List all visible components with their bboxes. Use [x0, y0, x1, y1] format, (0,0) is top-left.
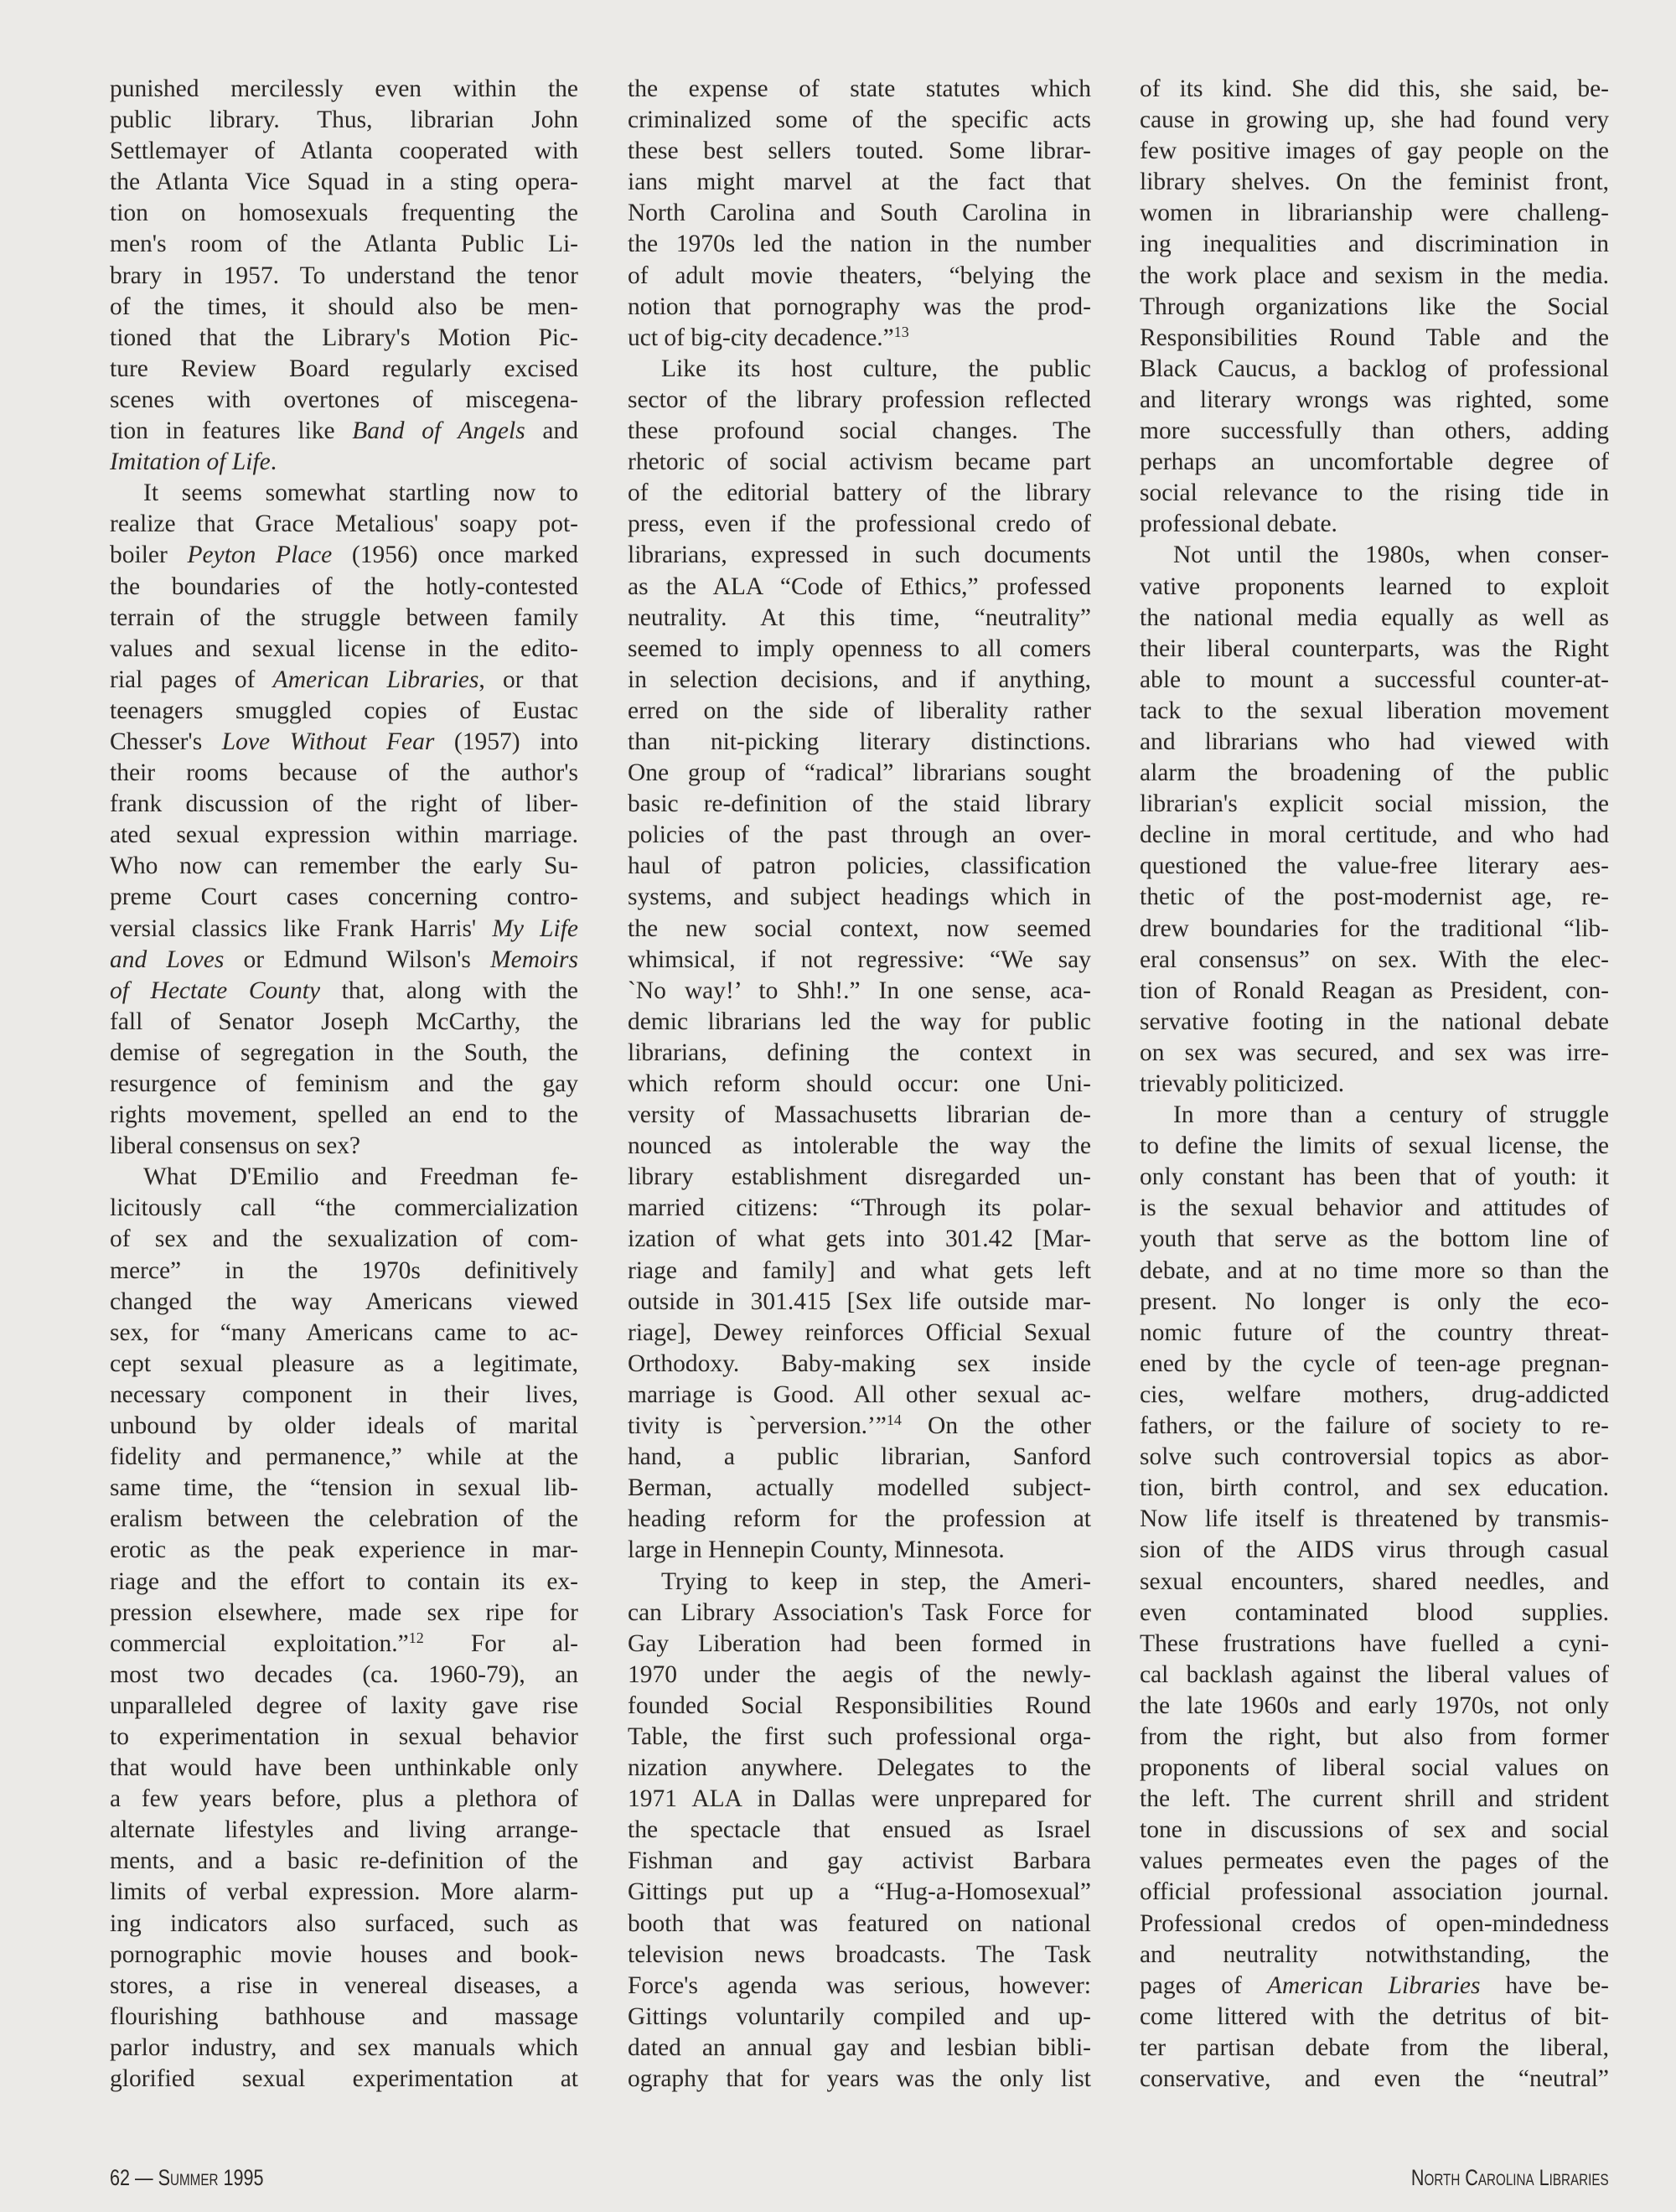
- text-line: the late 1960s and early 1970s, not only: [1140, 1691, 1609, 1719]
- text-line: 1970 under the aegis of the newly-: [628, 1660, 1091, 1688]
- text-line: ter partisan debate from the liberal,: [1140, 2033, 1609, 2061]
- text-line: nomic future of the country threat-: [1140, 1318, 1609, 1346]
- text-line: as the ALA “Code of Ethics,” professed: [628, 572, 1091, 600]
- text-line: terrain of the struggle between family: [110, 604, 578, 631]
- text-line: tion in features like Band of Angels and: [110, 417, 578, 445]
- text-line: necessary component in their lives,: [110, 1381, 578, 1408]
- text-line: Gittings voluntarily compiled and up-: [628, 2002, 1091, 2030]
- italic-title: Love Without Fear: [221, 728, 435, 755]
- italic-title: and Loves: [110, 945, 225, 973]
- text-line: Gay Liberation had been formed in: [628, 1629, 1091, 1657]
- text-line: Settlemayer of Atlanta cooperated with: [110, 137, 578, 165]
- text-line: fathers, or the failure of society to re-: [1140, 1412, 1609, 1440]
- text-line: punished mercilessly even within the: [110, 75, 578, 102]
- text-line: from the right, but also from former: [1140, 1722, 1609, 1750]
- text-line: and neutrality notwithstanding, the: [1140, 1940, 1609, 1968]
- text-line: Trying to keep in step, the Ameri-: [661, 1567, 1091, 1595]
- text-line: is the sexual behavior and attitudes of: [1140, 1194, 1609, 1222]
- text-line: One group of “radical” librarians sought: [628, 759, 1091, 787]
- text-line: librarian's explicit social mission, the: [1140, 790, 1609, 818]
- text-line: official professional association journal.: [1140, 1878, 1609, 1906]
- text-line: values permeates even the pages of the: [1140, 1847, 1609, 1875]
- text-line: television news broadcasts. The Task: [628, 1940, 1091, 1968]
- text-line: ing inequalities and discrimination in: [1140, 231, 1609, 258]
- italic-title: American Libraries: [272, 666, 479, 693]
- text-line: stores, a rise in venereal diseases, a: [110, 1971, 578, 1999]
- text-line: versial classics like Frank Harris' My Life: [110, 914, 579, 942]
- text-line: cept sexual pleasure as a legitimate,: [110, 1349, 578, 1377]
- text-line: Orthodoxy. Baby-making sex inside: [628, 1349, 1091, 1377]
- text-line: the Atlanta Vice Squad in a sting opera-: [110, 168, 578, 196]
- text-line: tioned that the Library's Motion Pic-: [110, 324, 578, 351]
- text-line: sector of the library profession reflected: [628, 386, 1091, 413]
- text-line: most two decades (ca. 1960-79), an: [110, 1660, 578, 1688]
- text-line: cal backlash against the liberal values of: [1140, 1660, 1609, 1688]
- column-1: [110, 74, 578, 2095]
- text-line: brary in 1957. To understand the tenor: [110, 262, 578, 289]
- text-line: riage], Dewey reinforces Official Sexual: [628, 1318, 1091, 1346]
- text-line: tion of Ronald Reagan as President, con-: [1140, 976, 1609, 1004]
- text-line: Responsibilities Round Table and the: [1140, 324, 1609, 351]
- text-line: alternate lifestyles and living arrange-: [110, 1816, 578, 1844]
- text-line: erotic as the peak experience in mar-: [110, 1536, 578, 1564]
- text-line: and librarians who had viewed with: [1140, 728, 1609, 755]
- text-line: frank discussion of the right of liber-: [110, 790, 578, 818]
- text-line: Gittings put up a “Hug-a-Homosexual”: [628, 1878, 1091, 1906]
- text-line: ing indicators also surfaced, such as: [110, 1909, 578, 1937]
- text-line: of adult movie theaters, “belying the: [628, 262, 1091, 289]
- text-line: Not until the 1980s, when conser-: [1173, 541, 1609, 569]
- text-line: vative proponents learned to exploit: [1140, 572, 1609, 600]
- text-line: conservative, and even the “neutral”: [1140, 2065, 1609, 2092]
- text-line: outside in 301.415 [Sex life outside mar-: [628, 1287, 1091, 1315]
- text-line: 1971 ALA in Dallas were unprepared for: [628, 1785, 1091, 1813]
- column-2: [628, 74, 1091, 2095]
- text-line: the left. The current shrill and strident: [1140, 1785, 1609, 1813]
- text-line: notion that pornography was the prod-: [628, 293, 1091, 320]
- text-line: more successfully than others, adding: [1140, 417, 1609, 445]
- text-line: Who now can remember the early Su-: [110, 852, 578, 880]
- text-line: proponents of liberal social values on: [1140, 1754, 1609, 1782]
- text-line: nization anywhere. Delegates to the: [628, 1754, 1091, 1782]
- text-line: the work place and sexism in the media.: [1140, 262, 1609, 289]
- text-line: the spectacle that ensued as Israel: [628, 1816, 1091, 1844]
- text-line: their rooms because of the author's: [110, 759, 578, 787]
- text-line: preme Court cases concerning contro-: [110, 883, 578, 911]
- italic-title: Peyton Place: [187, 541, 333, 569]
- text-line: Berman, actually modelled subject-: [628, 1474, 1091, 1502]
- text-line: demic librarians led the way for public: [628, 1008, 1091, 1035]
- text-line: flourishing bathhouse and massage: [110, 2002, 578, 2030]
- text-line: of sex and the sexualization of com-: [110, 1225, 578, 1253]
- text-line: Chesser's Love Without Fear (1957) into: [110, 728, 578, 755]
- text-line: ography that for years was the only list: [628, 2065, 1091, 2092]
- text-line: ture Review Board regularly excised: [110, 355, 578, 382]
- text-line: which reform should occur: one Uni-: [628, 1070, 1091, 1097]
- text-line: ians might marvel at the fact that: [628, 168, 1091, 196]
- text-line: whimsical, if not regressive: “We say: [628, 945, 1091, 973]
- text-line: rights movement, spelled an end to the: [110, 1101, 578, 1129]
- text-line: resurgence of feminism and the gay: [110, 1070, 578, 1097]
- text-line: heading reform for the profession at: [628, 1505, 1091, 1533]
- text-line: pression elsewhere, made sex ripe for: [110, 1598, 578, 1626]
- text-line: changed the way Americans viewed: [110, 1287, 578, 1315]
- text-line: merce” in the 1970s definitively: [110, 1256, 578, 1284]
- text-line: questioned the value-free literary aes-: [1140, 852, 1609, 880]
- text-line: servative footing in the national debate: [1140, 1008, 1609, 1035]
- text-line: haul of patron policies, classification: [628, 852, 1091, 880]
- text-line: criminalized some of the specific acts: [628, 106, 1091, 134]
- text-line: riage and family] and what gets left: [628, 1256, 1091, 1284]
- text-line: Imitation of Life.: [110, 448, 277, 476]
- text-line: thetic of the post-modernist age, re-: [1140, 883, 1609, 911]
- text-line: librarians, defining the context in: [628, 1039, 1091, 1066]
- text-line: unparalleled degree of laxity gave rise: [110, 1691, 578, 1719]
- footer-publication-title: North Carolina Libraries: [1411, 2165, 1609, 2190]
- text-line: Fishman and gay activist Barbara: [628, 1847, 1091, 1875]
- footnote-ref: 14: [886, 1412, 902, 1429]
- text-line: licitously call “the commercialization: [110, 1194, 578, 1222]
- text-line: founded Social Responsibilities Round: [628, 1691, 1091, 1719]
- text-line: realize that Grace Metalious' soapy pot-: [110, 510, 578, 538]
- text-line: a few years before, plus a plethora of: [110, 1785, 578, 1813]
- text-line: decline in moral certitude, and who had: [1140, 821, 1609, 849]
- text-line: rial pages of American Libraries, or that: [110, 666, 578, 693]
- text-line: scenes with overtones of miscegena-: [110, 386, 578, 413]
- footer-page-issue: 62 — Summer 1995: [110, 2165, 264, 2190]
- text-line: tack to the sexual liberation movement: [1140, 697, 1609, 724]
- text-line: men's room of the Atlanta Public Li-: [110, 231, 578, 258]
- text-line: ened by the cycle of teen-age pregnan-: [1140, 1349, 1609, 1377]
- text-line: systems, and subject headings which in: [628, 883, 1091, 911]
- text-line: unbound by older ideals of marital: [110, 1412, 578, 1440]
- text-line: to define the limits of sexual license, the: [1140, 1132, 1609, 1160]
- text-line: librarians, expressed in such documents: [628, 541, 1091, 569]
- text-line: solve such controversial topics as abor-: [1140, 1443, 1609, 1471]
- italic-title: Imitation of Life: [110, 448, 271, 476]
- text-line: sexual encounters, shared needles, and: [1140, 1567, 1609, 1595]
- text-line: demise of segregation in the South, the: [110, 1039, 578, 1066]
- text-line: and Loves or Edmund Wilson's Memoirs: [110, 945, 578, 973]
- text-line: debate, and at no time more so than the: [1140, 1256, 1609, 1284]
- text-line: Through organizations like the Social: [1140, 293, 1609, 320]
- text-line: ments, and a basic re-definition of the: [110, 1847, 578, 1875]
- text-line: few positive images of gay people on the: [1140, 137, 1609, 165]
- text-line: North Carolina and South Carolina in: [628, 199, 1091, 227]
- text-line: limits of verbal expression. More alarm-: [110, 1878, 578, 1906]
- text-line: neutrality. At this time, “neutrality”: [628, 604, 1091, 631]
- italic-title: American Libraries: [1266, 1971, 1481, 1999]
- text-line: women in librarianship were challeng-: [1140, 199, 1609, 227]
- column-3: [1140, 74, 1609, 2095]
- text-line: uct of big-city decadence.”$^{13}$: [628, 323, 909, 351]
- text-line: glorified sexual experimentation at: [110, 2065, 578, 2092]
- text-line: able to mount a successful counter-at-: [1140, 666, 1609, 693]
- text-line: boiler Peyton Place (1956) once marked: [110, 541, 579, 569]
- text-line: It seems somewhat startling now to: [143, 479, 578, 507]
- text-line: social relevance to the rising tide in: [1140, 479, 1609, 507]
- text-line: library shelves. On the feminist front,: [1140, 168, 1609, 196]
- text-line: Black Caucus, a backlog of professional: [1140, 355, 1609, 382]
- italic-title: Band of Angels: [352, 417, 525, 445]
- text-line: professional debate.: [1140, 510, 1337, 538]
- text-line: liberal consensus on sex?: [110, 1132, 361, 1160]
- text-line: Like its host culture, the public: [661, 355, 1091, 382]
- italic-title: My Life: [492, 914, 579, 942]
- text-line: pages of American Libraries have be-: [1140, 1971, 1609, 1999]
- text-line: booth that was featured on national: [628, 1909, 1091, 1937]
- text-line: cies, welfare mothers, drug-addicted: [1140, 1381, 1609, 1408]
- text-line: ization of what gets into 301.42 [Mar-: [628, 1225, 1091, 1253]
- text-line: same time, the “tension in sexual lib-: [110, 1474, 578, 1502]
- text-line: of the editorial battery of the library: [628, 479, 1091, 507]
- text-line: than nit-picking literary distinctions.: [628, 728, 1091, 755]
- text-line: fall of Senator Joseph McCarthy, the: [110, 1008, 578, 1035]
- text-line: Table, the first such professional orga-: [628, 1722, 1091, 1750]
- text-line: even contaminated blood supplies.: [1140, 1598, 1609, 1626]
- text-line: sex, for “many Americans came to ac-: [110, 1318, 578, 1346]
- text-line: eral consensus” on sex. With the elec-: [1140, 945, 1609, 973]
- footnote-ref: 12: [408, 1629, 424, 1646]
- text-line: In more than a century of struggle: [1173, 1101, 1609, 1129]
- text-line: these profound social changes. The: [628, 417, 1091, 445]
- text-line: tion, birth control, and sex education.: [1140, 1474, 1609, 1502]
- text-line: that would have been unthinkable only: [110, 1754, 578, 1782]
- text-line: come littered with the detritus of bit-: [1140, 2002, 1609, 2030]
- text-line: nounced as intolerable the way the: [628, 1132, 1091, 1160]
- text-line: pornographic movie houses and book-: [110, 1940, 578, 1968]
- text-line: drew boundaries for the traditional “lib-: [1140, 914, 1609, 942]
- text-line: fidelity and permanence,” while at the: [110, 1443, 578, 1471]
- text-line: eralism between the celebration of the: [110, 1505, 578, 1533]
- text-line: tivity is `perversion.’”$^{14}$ On the other: [628, 1412, 1091, 1440]
- text-line: large in Hennepin County, Minnesota.: [628, 1536, 1005, 1564]
- text-line: tion on homosexuals frequenting the: [110, 199, 578, 227]
- text-line: the boundaries of the hotly-contested: [110, 572, 578, 600]
- text-line: can Library Association's Task Force for: [628, 1598, 1091, 1626]
- text-line: policies of the past through an over-: [628, 821, 1091, 849]
- text-line: public library. Thus, librarian John: [110, 106, 578, 134]
- text-line: marriage is Good. All other sexual ac-: [628, 1381, 1091, 1408]
- text-line: These frustrations have fuelled a cyni-: [1140, 1629, 1609, 1657]
- text-line: sion of the AIDS virus through casual: [1140, 1536, 1609, 1564]
- italic-title: of Hectate County: [110, 976, 321, 1004]
- text-line: teenagers smuggled copies of Eustac: [110, 697, 578, 724]
- text-line: commercial exploitation.”$^{12}$ For al-: [110, 1629, 578, 1657]
- text-line: of its kind. She did this, she said, be-: [1140, 75, 1609, 102]
- text-line: Now life itself is threatened by transmis-: [1140, 1505, 1609, 1533]
- text-line: Professional credos of open-mindedness: [1140, 1909, 1609, 1937]
- text-line: library establishment disregarded un-: [628, 1163, 1091, 1191]
- text-line: and literary wrongs was righted, some: [1140, 386, 1609, 413]
- text-line: cause in growing up, she had found very: [1140, 106, 1609, 134]
- text-line: of the times, it should also be men-: [110, 293, 578, 320]
- text-line: the national media equally as well as: [1140, 604, 1609, 631]
- text-line: to experimentation in sexual behavior: [110, 1722, 578, 1750]
- text-line: the expense of state statutes which: [628, 75, 1091, 102]
- text-line: hand, a public librarian, Sanford: [628, 1443, 1091, 1471]
- text-line: erred on the side of liberality rather: [628, 697, 1091, 724]
- text-line: on sex was secured, and sex was irre-: [1140, 1039, 1609, 1066]
- text-line: press, even if the professional credo of: [628, 510, 1091, 538]
- text-line: versity of Massachusetts librarian de-: [628, 1101, 1091, 1129]
- text-line: their liberal counterparts, was the Right: [1140, 635, 1609, 662]
- text-line: present. No longer is only the eco-: [1140, 1287, 1609, 1315]
- text-line: riage and the effort to contain its ex-: [110, 1567, 578, 1595]
- text-line: basic re-definition of the staid library: [628, 790, 1091, 818]
- italic-title: Memoirs: [490, 945, 578, 973]
- text-line: values and sexual license in the edito-: [110, 635, 578, 662]
- text-line: these best sellers touted. Some librar-: [628, 137, 1091, 165]
- text-line: of Hectate County that, along with the: [110, 976, 578, 1004]
- text-line: `No way!’ to Shh!.” In one sense, aca-: [628, 976, 1091, 1004]
- text-line: dated an annual gay and lesbian bibli-: [628, 2033, 1091, 2061]
- text-line: only constant has been that of youth: it: [1140, 1163, 1609, 1191]
- text-line: rhetoric of social activism became part: [628, 448, 1091, 476]
- text-line: seemed to imply openness to all comers: [628, 635, 1091, 662]
- footnote-ref: 13: [893, 323, 909, 340]
- text-line: Force's agenda was serious, however:: [628, 1971, 1091, 1999]
- text-line: trievably politicized.: [1140, 1070, 1345, 1097]
- text-line: youth that serve as the bottom line of: [1140, 1225, 1609, 1253]
- text-line: perhaps an uncomfortable degree of: [1140, 448, 1609, 476]
- text-line: in selection decisions, and if anything,: [628, 666, 1091, 693]
- text-line: What D'Emilio and Freedman fe-: [143, 1163, 578, 1191]
- text-line: the new social context, now seemed: [628, 914, 1091, 942]
- text-line: parlor industry, and sex manuals which: [110, 2033, 578, 2061]
- text-line: tone in discussions of sex and social: [1140, 1816, 1609, 1844]
- text-line: ated sexual expression within marriage.: [110, 821, 578, 849]
- text-line: alarm the broadening of the public: [1140, 759, 1609, 787]
- text-line: the 1970s led the nation in the number: [628, 231, 1091, 258]
- text-line: married citizens: “Through its polar-: [628, 1194, 1091, 1222]
